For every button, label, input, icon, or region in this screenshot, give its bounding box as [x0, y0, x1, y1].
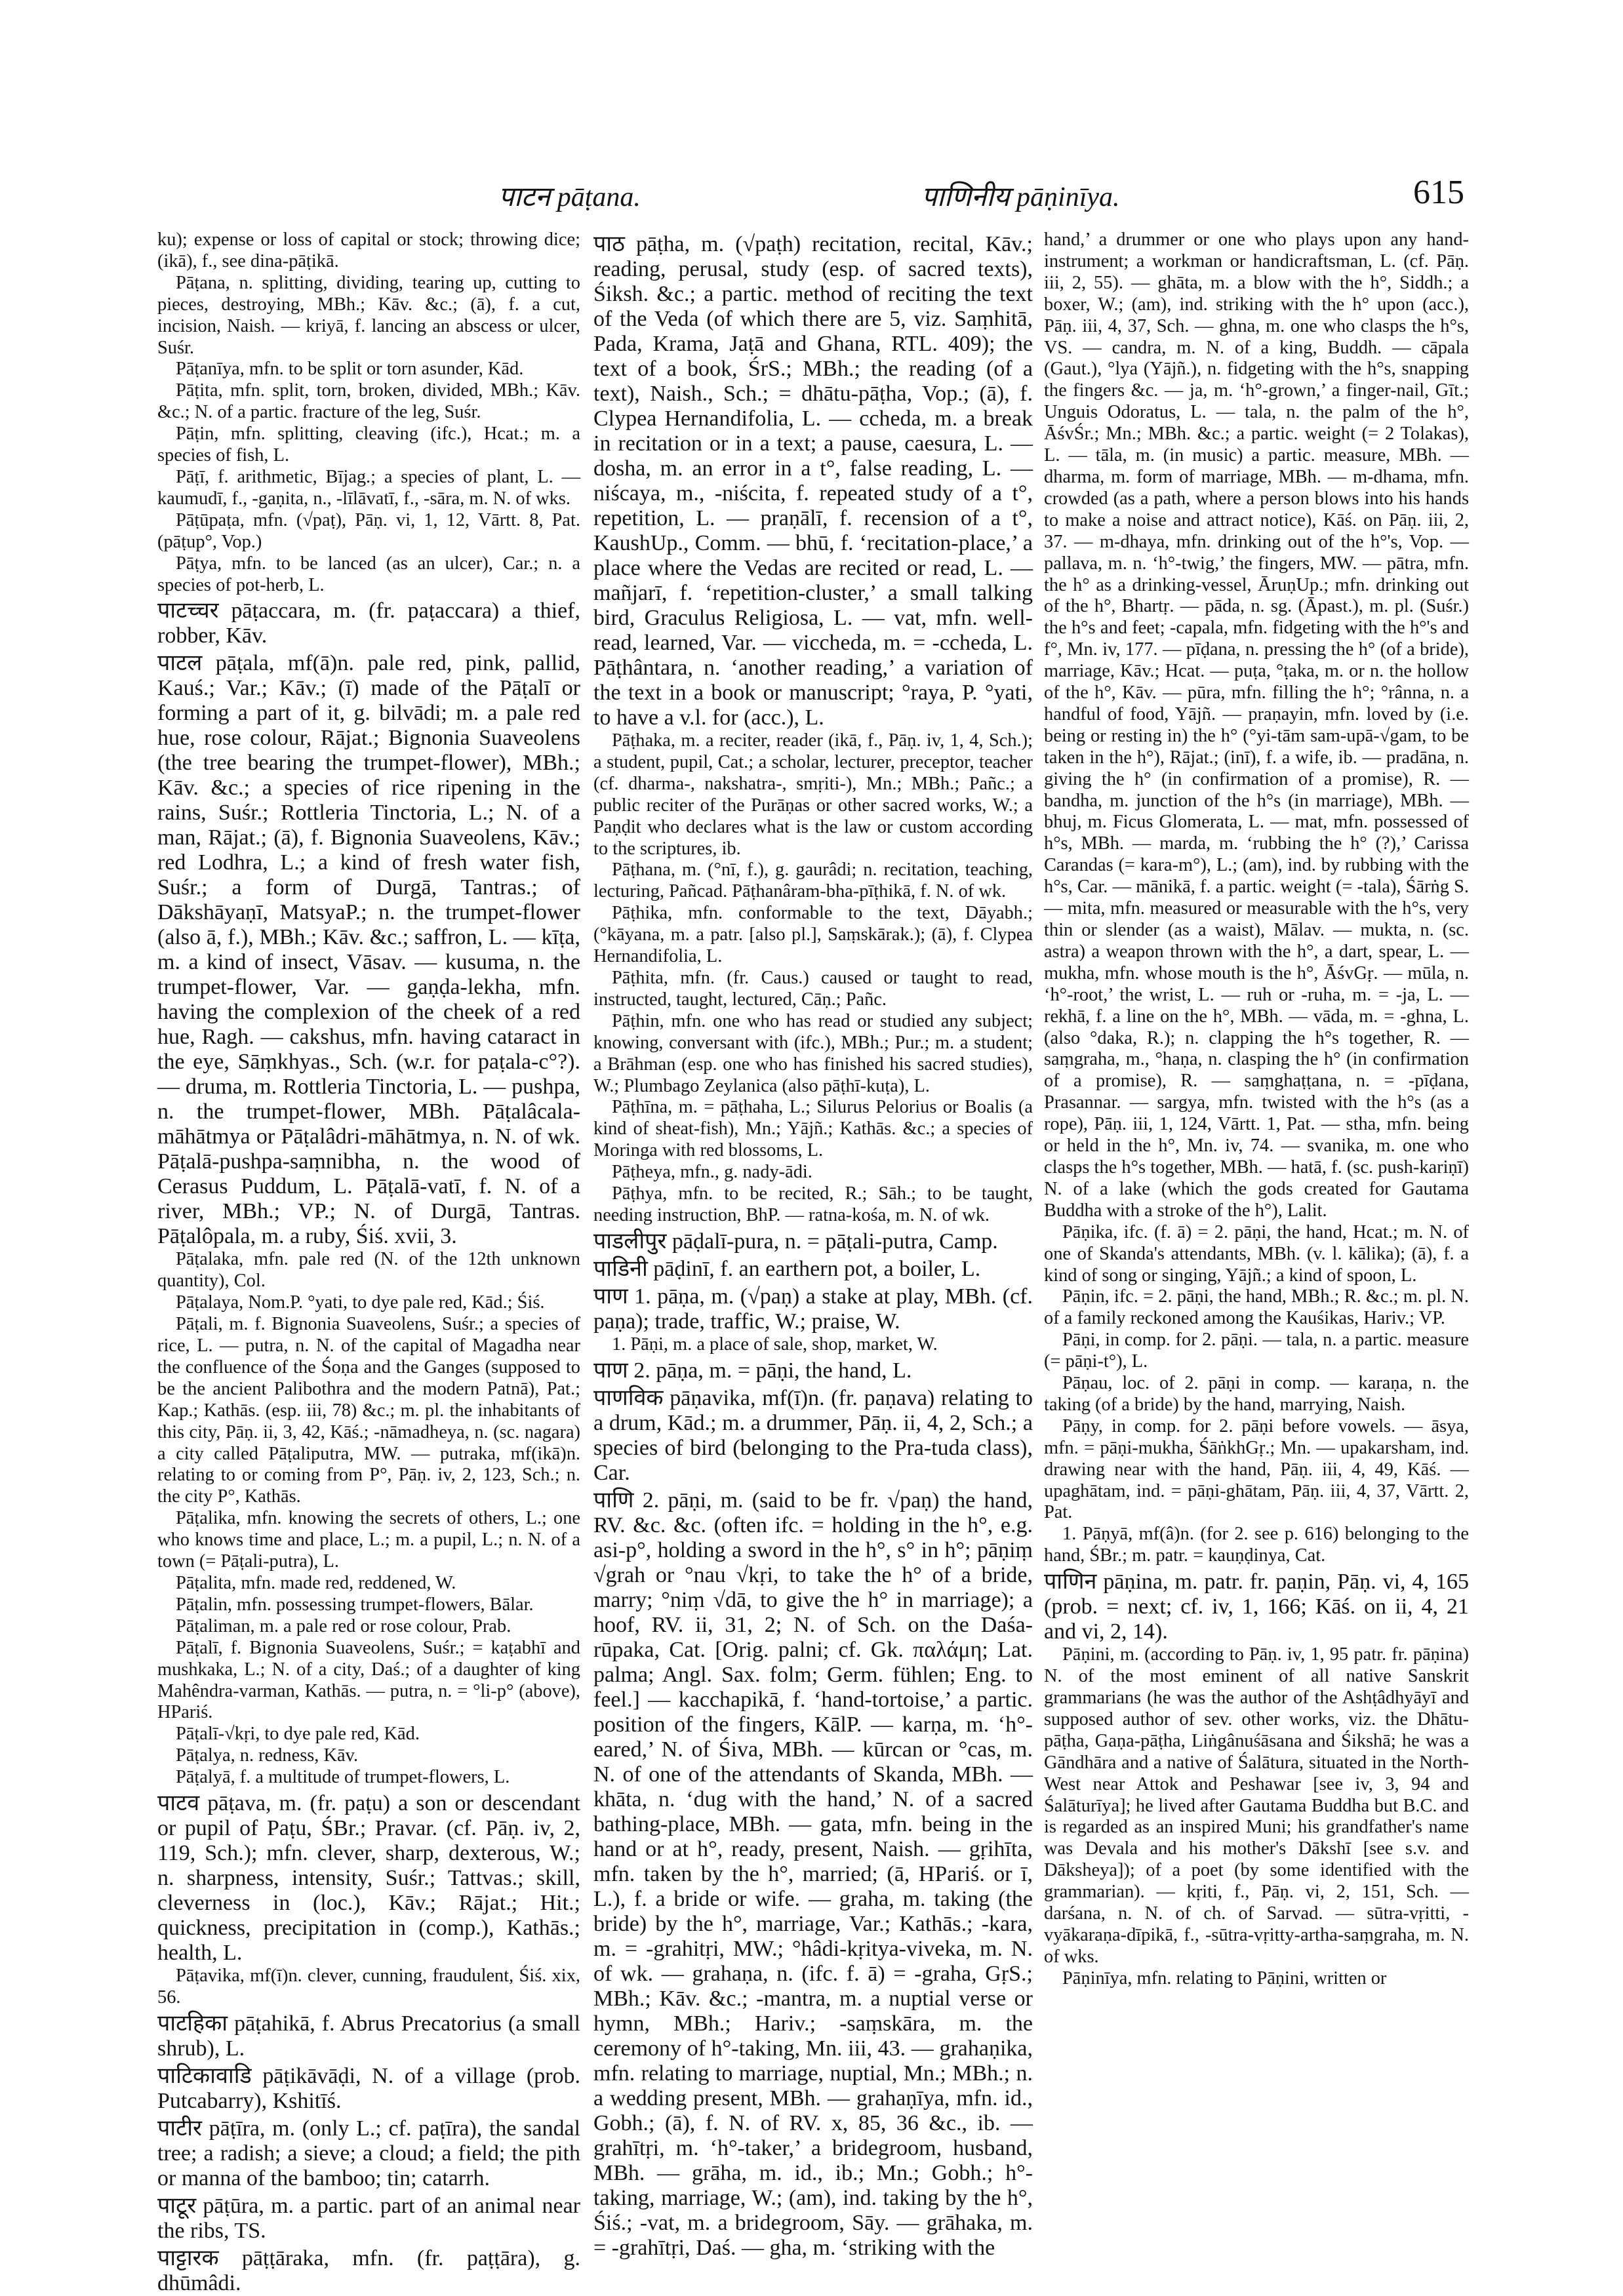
running-header — [0, 174, 1623, 223]
dictionary-entry: पाटीर pāṭīra, m. (only L.; cf. paṭīra), the sandal tree; a radish; a sieve; a cloud; a field; the pith or manna of the bamboo; tin; catarrh. — [157, 2116, 580, 2190]
dictionary-entry: Pāṭūpaṭa, mfn. (√paṭ), Pāṇ. vi, 1, 12, Vārtt. 8, Pat. (pāṭup°, Vop.) — [157, 509, 580, 552]
dictionary-entry: Pāṭanīya, mfn. to be split or torn asunder, Kād. — [176, 359, 524, 380]
dictionary-entry: ku); expense or loss of capital or stock; throwing dice; (ikā), f., see dina-pāṭikā. — [157, 229, 580, 271]
dictionary-entry: Pāṇau, loc. of 2. pāṇi in comp. — karaṇa, n. the taking (of a bride) by the hand, marrying, Naish. — [1044, 1373, 1469, 1415]
dictionary-entry: पाटव pāṭava, m. (fr. paṭu) a son or descendant or pupil of Paṭu, ŚBr.; Pravar. (cf. Pāṇ. iv, 2, 119, Sch.); mfn. clever, sharp, dexterous, W.; n. sharpness, intensity, Suśr.; Tattvas.; skill, cleverness in (loc.), Kāv.; Rājat.; Hit.; quickness, precipitation in (comp.), Kathās.; health, L. — [157, 1791, 580, 1966]
dictionary-entry: Pāṭalaya, Nom.P. °yati, to dye pale red, Kād.; Śiś. — [176, 1292, 545, 1313]
dictionary-entry: Pāṭalaka, mfn. pale red (N. of the 12th unknown quantity), Col. — [157, 1249, 580, 1292]
dictionary-entry: Pāṭalyā, f. a multitude of trumpet-flowers, L. — [176, 1767, 510, 1788]
dictionary-entry: पाटल pāṭala, mf(ā)n. pale red, pink, pallid, Kauś.; Var.; Kāv.; (ī) made of the Pāṭalī or forming a part of it, g. bilvādi; m. a pale red hue, rose colour, Rājat.; Bignonia Suaveolens (the tree bearing the trumpet-flower), MBh.; Kāv. &c.; a species of rice ripening in the rains, Suśr.; Rottleria Tinctoria, L.; N. of a man, Rājat.; (ā), f. Bignonia Suaveolens, Kāv.; red Lodhra, L.; a kind of fresh water fish, Suśr.; a form of Durgā, Tantras.; of Dākshāyaṇī, MatsyaP.; n. the trumpet-flower (also ā, f.), MBh.; Kāv. &c.; saffron, L. — kīṭa, m. a kind of insect, Vāsav. — kusuma, n. the trumpet-flower, Var. — gaṇḍa-lekha, mfn. having the complexion of the cheek of a red hue, Ragh. — cakshus, mfn. having cataract in the eye, Sāṃkhyas., Sch. (w.r. for paṭala-c°?). — druma, m. Rottleria Tinctoria, L. — pushpa, n. the trumpet-flower, MBh. Pāṭalâcala-māhātmya or Pāṭalâdri-māhātmya, n. N. of wk. Pāṭalā-pushpa-saṃnibha, n. the wood of Cerasus Puddum, L. Pāṭalā-vatī, f. N. of a river, MBh.; VP.; N. of Durgā, Tantras. Pāṭalôpala, m. a ruby, Śiś. xvii, 3. — [157, 651, 580, 1249]
dictionary-entry: Pāṭī, f. arithmetic, Bījag.; a species of plant, L. — kaumudī, f., -gaṇita, n., -līlāvatī, f., -sāra, m. N. of wks. — [157, 466, 580, 509]
dictionary-entry: पाणिन pāṇina, m. patr. fr. paṇin, Pāṇ. vi, 4, 165 (prob. = next; cf. iv, 1, 166; Kāś. on ii, 4, 21 and vi, 2, 14). — [1044, 1570, 1469, 1644]
dictionary-entry: पाटूर pāṭūra, m. a partic. part of an animal near the ribs, TS. — [157, 2193, 580, 2243]
dictionary-entry: Pāṭalika, mfn. knowing the secrets of others, L.; one who knows time and place, L.; m. a pupil, L.; n. N. of a town (= Pāṭali-putra), L. — [157, 1508, 580, 1572]
dictionary-entry: Pāṇy, in comp. for 2. pāṇi before vowels. — āsya, mfn. = pāṇi-mukha, ŚāṅkhGṛ.; Mn. — upakarsham, ind. drawing near with the hand, Pāṇ. iii, 4, 49, Kāś. — upaghātam, ind. = pāṇi-ghātam, Pāṇ. iii, 4, 37, Vārtt. 2, Pat. — [1044, 1415, 1469, 1523]
dictionary-entry: 1. Pāṇyā, mf(â)n. (for 2. see p. 616) belonging to the hand, ŚBr.; m. patr. = kauṇḍinya, Cat. — [1044, 1524, 1469, 1566]
dictionary-entry: पाणविक pāṇavika, mf(ī)n. (fr. paṇava) relating to a drum, Kād.; m. a drummer, Pāṇ. ii, 4, 2, Sch.; a species of bird (belonging to the Pra-tuda class), Car. — [593, 1385, 1033, 1485]
dictionary-entry: पाटिकावाडि pāṭikāvāḍi, N. of a village (prob. Putcabarry), Kshitīś. — [157, 2063, 580, 2113]
dictionary-entry: Pāṭhaka, m. a reciter, reader (ikā, f., Pāṇ. iv, 1, 4, Sch.); a student, pupil, Cat.; a scholar, lecturer, preceptor, teacher (cf. dharma-, nakshatra-, smṛiti-), Mn.; MBh.; Pañc.; a public reciter of the Purāṇas or other sacred works, W.; a Paṇḍit who declares what is the law or custom according to the scriptures, ib. — [593, 730, 1033, 859]
dictionary-entry: पाण 1. pāṇa, m. (√paṇ) a stake at play, MBh. (cf. paṇa); trade, traffic, W.; praise, W. — [593, 1284, 1033, 1334]
dictionary-entry: Pāṇinīya, mfn. relating to Pāṇini, written or — [1062, 1968, 1387, 1989]
dictionary-entry: पाडिनी pāḍinī, f. an earthern pot, a boiler, L. — [593, 1256, 981, 1281]
dictionary-entry: Pāṭya, mfn. to be lanced (as an ulcer), Car.; n. a species of pot-herb, L. — [157, 553, 580, 595]
dictionary-entry: Pāṇika, ifc. (f. ā) = 2. pāṇi, the hand, Hcat.; m. N. of one of Skanda's attendants, MBh. (v. l. kālika); (ā), f. a kind of song or singing, Yājñ.; a kind of spoon, L. — [1044, 1221, 1469, 1286]
right-headword: पाणिनीय pāṇinīya. — [921, 182, 1120, 212]
dictionary-entry: Pāṭhika, mfn. conformable to the text, Dāyabh.; (°kāyana, m. a patr. [also pl.], Saṃskārak.); (ā), f. Clypea Hernandifolia, L. — [593, 903, 1033, 967]
dictionary-entry: पाडलीपुर pāḍalī-pura, n. = pāṭali-putra, Camp. — [593, 1229, 998, 1254]
dictionary-entry: Pāṭheya, mfn., g. nady-ādi. — [612, 1162, 812, 1183]
dictionary-entry: पाटहिका pāṭahikā, f. Abrus Precatorius (a small shrub), L. — [157, 2011, 580, 2061]
dictionary-entry: पाण 2. pāṇa, m. = pāṇi, the hand, L. — [593, 1358, 912, 1383]
dictionary-entry: Pāṭalin, mfn. possessing trumpet-flowers, Bālar. — [176, 1594, 534, 1615]
dictionary-entry: Pāṭhana, m. (°nī, f.), g. gaurâdi; n. recitation, teaching, lecturing, Pañcad. Pāṭhanâram-bha-pīṭhikā, f. N. of wk. — [593, 860, 1033, 902]
dictionary-entry: Pāṭita, mfn. split, torn, broken, divided, MBh.; Kāv. &c.; N. of a partic. fracture of the leg, Suśr. — [157, 380, 580, 423]
page-number: 615 — [1413, 174, 1464, 211]
dictionary-entry: पाटच्चर pāṭaccara, m. (fr. paṭaccara) a thief, robber, Kāv. — [157, 599, 580, 648]
dictionary-column-2 — [593, 229, 1033, 2268]
dictionary-entry: Pāṭalya, n. redness, Kāv. — [176, 1745, 359, 1766]
dictionary-column-3 — [1044, 229, 1469, 2268]
dictionary-entry: Pāṭalita, mfn. made red, reddened, W. — [176, 1573, 456, 1593]
dictionary-entry: Pāṭali, m. f. Bignonia Suaveolens, Suśr.; a species of rice, L. — putra, n. N. of the capital of Magadha near the confluence of the Śoṇa and the Ganges (supposed to be the ancient Palibothra and the modern Patnā), Pat.; Kap.; Kathās. (esp. iii, 78) &c.; m. pl. the inhabitants of this city, Pāṇ. ii, 3, 42, Kāś.; -nāmadheya, n. (sc. nagara) a city called Pāṭaliputra, MW. — putraka, mf(ikā)n. relating to or coming from P°, Pāṇ. iv, 2, 123, Sch.; n. the city P°, Kathās. — [157, 1314, 580, 1507]
dictionary-entry: Pāṭalī-√kṛi, to dye pale red, Kād. — [176, 1724, 420, 1745]
dictionary-entry: Pāṭhin, mfn. one who has read or studied any subject; knowing, conversant with (ifc.), MBh.; Pur.; m. a student; a Brāhman (esp. one who has finished his sacred studies), W.; Plumbago Zeylanica (also pāṭhī-kuṭa), L. — [593, 1010, 1033, 1096]
dictionary-entry: Pāṭhya, mfn. to be recited, R.; Sāh.; to be taught, needing instruction, BhP. — ratna-kośa, m. N. of wk. — [593, 1183, 1033, 1225]
dictionary-entry: पाणि 2. pāṇi, m. (said to be fr. √paṇ) the hand, RV. &c. &c. (often ifc. = holding in the h°, e.g. asi-p°, holding a sword in the h°, s° in h°; pāṇiṃ √grah or °nau √kṛi, to take the h° of a bride, marry; °niṃ √dā, to give the h° in marriage); a hoof, RV. ii, 31, 2; N. of Sch. on the Daśa-rūpaka, Cat. [Orig. palni; cf. Gk. παλάμη; Lat. palma; Angl. Sax. folm; Germ. fühlen; Eng. to feel.] — kacchapikā, f. ‘hand-tortoise,’ a partic. position of the fingers, KālP. — karṇa, m. ‘h°-eared,’ N. of Śiva, MBh. — kūrcan or °cas, m. N. of one of the attendants of Skanda, MBh. — khāta, n. ‘dug with the hand,’ N. of a sacred bathing-place, MBh. — gata, mfn. being in the hand or at h°, ready, present, Naish. — gṛihīta, mfn. taken by the h°, married; (ā, HPariś. or ī, L.), f. a bride or wife. — graha, m. taking (the bride) by the h°, marriage, Var.; Kathās.; -kara, m. = -grahitṛi, MW.; °hâdi-kṛitya-viveka, m. N. of wk. — grahaṇa, n. (ifc. f. ā) = -graha, GṛS.; MBh.; Kāv. &c.; -mantra, m. a nuptial verse or hymn, MBh.; Hariv.; -saṃskāra, m. the ceremony of h°-taking, Mn. iii, 43. — grahaṇika, mfn. relating to marriage, nuptial, Mn.; MBh.; n. a wedding present, MBh. — grahaṇīya, mfn. id., Gobh.; (ā), f. N. of RV. x, 85, 36 &c., ib. — grahītṛi, m. ‘h°-taker,’ a bridegroom, husband, MBh. — grāha, m. id., ib.; Mn.; Gobh.; h°-taking, marriage, W.; (am), ind. taking by the h°, Śiś.; -vat, m. a bridegroom, Sāy. — grāhaka, m. = -grahītṛi, Daś. — gha, m. ‘striking with the — [593, 1488, 1033, 2260]
dictionary-entry: पाट्टारक pāṭṭāraka, mfn. (fr. paṭṭāra), g. dhūmâdi. — [157, 2246, 580, 2295]
dictionary-column-1 — [157, 229, 580, 2295]
dictionary-entry: Pāṭavika, mf(ī)n. clever, cunning, fraudulent, Śiś. xix, 56. — [157, 1966, 580, 2008]
dictionary-entry: Pāṇini, m. (according to Pāṇ. iv, 1, 95 patr. fr. pāṇina) N. of the most eminent of all native Sanskrit grammarians (he was the author of the Ashṭâdhyāyī and supposed author of sev. other works, viz. the Dhātu-pāṭha, Gaṇa-pāṭha, Liṅgânuśāsana and Śikshā; he was a Gāndhāra and a native of Śalātura, situated in the North-West near Attok and Peshawar [see iv, 3, 94 and Śalāturīya]; he lived after Gautama Buddha but B.C. and is regarded as an inspired Muni; his grandfather's name was Devala and his mother's Dākshī [see s.v. and Dāksheya]); of a poet (by some identified with the grammarian). — kṛiti, f., Pāṇ. vi, 2, 151, Sch. — darśana, n. N. of ch. of Sarvad. — sūtra-vṛitti, -vyākaraṇa-dīpikā, f., -sūtra-vṛitty-artha-saṃgraha, m. N. of wks. — [1044, 1644, 1469, 1967]
dictionary-entry: Pāṭin, mfn. splitting, cleaving (ifc.), Hcat.; m. a species of fish, L. — [157, 424, 580, 466]
dictionary-entry: पाठ pāṭha, m. (√paṭh) recitation, recital, Kāv.; reading, perusal, study (esp. of sacred texts), Śiksh. &c.; a partic. method of reciting the text of the Veda (of which there are 5, viz. Saṃhitā, Pada, Krama, Jaṭā and Ghana, RTL. 409); the text of a book, ŚrS.; MBh.; the reading (of a text), Naish., Sch.; = dhātu-pāṭha, Vop.; (ā), f. Clypea Hernandifolia, L. — ccheda, m. a break in recitation or in a text; a pause, caesura, L. — dosha, m. an error in a t°, false reading, L. — niścaya, m., -niścita, f. repeated study of a t°, repetition, L. — praṇālī, f. recension of a t°, KaushUp., Comm. — bhū, f. ‘recitation-place,’ a place where the Vedas are recited or read, L. — mañjarī, f. ‘repetition-cluster,’ a small talking bird, Graculus Religiosa, L. — vat, mfn. well-read, learned, Var. — viccheda, m. = -ccheda, L. Pāṭhântara, n. ‘another reading,’ a variation of the text in a book or manuscript; °raya, P. °yati, to have a v.l. for (acc.), L. — [593, 232, 1033, 730]
dictionary-entry: Pāṭhīna, m. = pāṭhaha, L.; Silurus Pelorius or Boalis (a kind of sheat-fish), Mn.; Yājñ.; Kathās. &c.; a species of Moringa with red blossoms, L. — [593, 1097, 1033, 1161]
dictionary-entry: Pāṭana, n. splitting, dividing, tearing up, cutting to pieces, destroying, MBh.; Kāv. &c.; (ā), f. a cut, incision, Naish. — kriyā, f. lancing an abscess or ulcer, Suśr. — [157, 272, 580, 358]
left-headword: पाटन pāṭana. — [498, 182, 641, 212]
dictionary-entry: Pāṭalī, f. Bignonia Suaveolens, Suśr.; = kaṭabhī and mushkaka, L.; N. of a city, Daś.; of a daughter of king Mahêndra-varman, Kathās. — putra, n. = °li-p° (above), HPariś. — [157, 1637, 580, 1723]
dictionary-entry: Pāṇi, in comp. for 2. pāṇi. — tala, n. a partic. measure (= pāṇi-t°), L. — [1044, 1330, 1469, 1372]
dictionary-entry: Pāṇin, ifc. = 2. pāṇi, the hand, MBh.; R. &c.; m. pl. N. of a family reckoned among the Kauśikas, Hariv.; VP. — [1044, 1286, 1469, 1329]
dictionary-entry: 1. Pāṇi, m. a place of sale, shop, market, W. — [612, 1334, 938, 1355]
dictionary-entry: hand,’ a drummer or one who plays upon any hand-instrument; a workman or handicraftsman, L. (cf. Pāṇ. iii, 2, 55). — ghāta, m. a blow with the h°, Siddh.; a boxer, W.; (am), ind. striking with the h° upon (acc.), Pāṇ. iii, 4, 37, Sch. — ghna, m. one who clasps the h°s, VS. — candra, m. N. of a king, Buddh. — cāpala (Gaut.), °lya (Yājñ.), n. fidgeting with the h°s, snapping the fingers &c. — ja, m. ‘h°-grown,’ a finger-nail, Gīt.; Unguis Odoratus, L. — tala, n. the palm of the h°, ĀśvŚr.; Mn.; MBh. &c.; a partic. weight (= 2 Tolakas), L. — tāla, m. (in music) a partic. measure, MBh. — dharma, m. form of marriage, MBh. — m-dhama, mfn. crowded (as a path, where a person blows into his hands to make a noise and attract notice), Kāś. on Pāṇ. iii, 2, 37. — m-dhaya, mfn. drinking out of the h°'s, Vop. — pallava, m. n. ‘h°-twig,’ the fingers, MW. — pātra, mfn. the h° as a drinking-vessel, ĀruṇUp.; mfn. drinking out of the h°, Bhartṛ. — pāda, n. sg. (Āpast.), m. pl. (Suśr.) the h°s and feet; -capala, mfn. fidgeting with the h°'s and f°, Mn. iv, 177. — pīḍana, n. pressing the h° (of a bride), marriage, Kāv.; Hcat. — puṭa, °ṭaka, m. or n. the hollow of the h°, Kāv. — pūra, mfn. filling the h°; °rânna, n. a handful of food, Yājñ. — praṇayin, mfn. loved by (i.e. being or resting in) the h° (°yi-tām sam-upā-√gam, to be taken in the h°), Rājat.; (inī), f. a wife, ib. — pradāna, n. giving the h° (in confirmation of a promise), R. — bandha, m. junction of the h°s (in marriage), MBh. — bhuj, m. Ficus Glomerata, L. — mat, mfn. possessed of h°s, MBh. — marda, m. ‘rubbing the h° (?),’ Carissa Carandas (= kara-m°), L.; (am), ind. by rubbing with the h°s, Car. — mānikā, f. a partic. weight (= -tala), Śārṅg S. — mita, mfn. measured or measurable with the h°s, very thin or slender (as a waist), Mālav. — mukta, n. (sc. astra) a weapon thrown with the h°, a dart, spear, L. — mukha, mfn. whose mouth is the h°, ĀśvGṛ. — mūla, n. ‘h°-root,’ the wrist, L. — ruh or -ruha, m. = -ja, L. — rekhā, f. a line on the h°, MBh. — vāda, m. = -ghna, L. (also °daka, R.); n. clapping the h°s together, R. — saṃgraha, m., °haṇa, n. clasping the h° (in confirmation of a promise), R. — saṃghaṭṭana, n. = -pīḍana, Prasannar. — sargya, mfn. twisted with the h°s (as a rope), Pāṇ. iii, 1, 124, Vārtt. 1, Pat. — stha, mfn. being or held in the h°, Mn. iv, 74. — svanika, m. one who clasps the h°s together, MBh. — hatā, f. (sc. push-kariṇī) N. of a lake (which the gods created for Gautama Buddha with a stroke of the h°), Lalit. — [1044, 229, 1469, 1221]
dictionary-entry: Pāṭhita, mfn. (fr. Caus.) caused or taught to read, instructed, taught, lectured, Cāṇ.; Pañc. — [593, 967, 1033, 1010]
dictionary-entry: Pāṭaliman, m. a pale red or rose colour, Prab. — [176, 1615, 511, 1636]
